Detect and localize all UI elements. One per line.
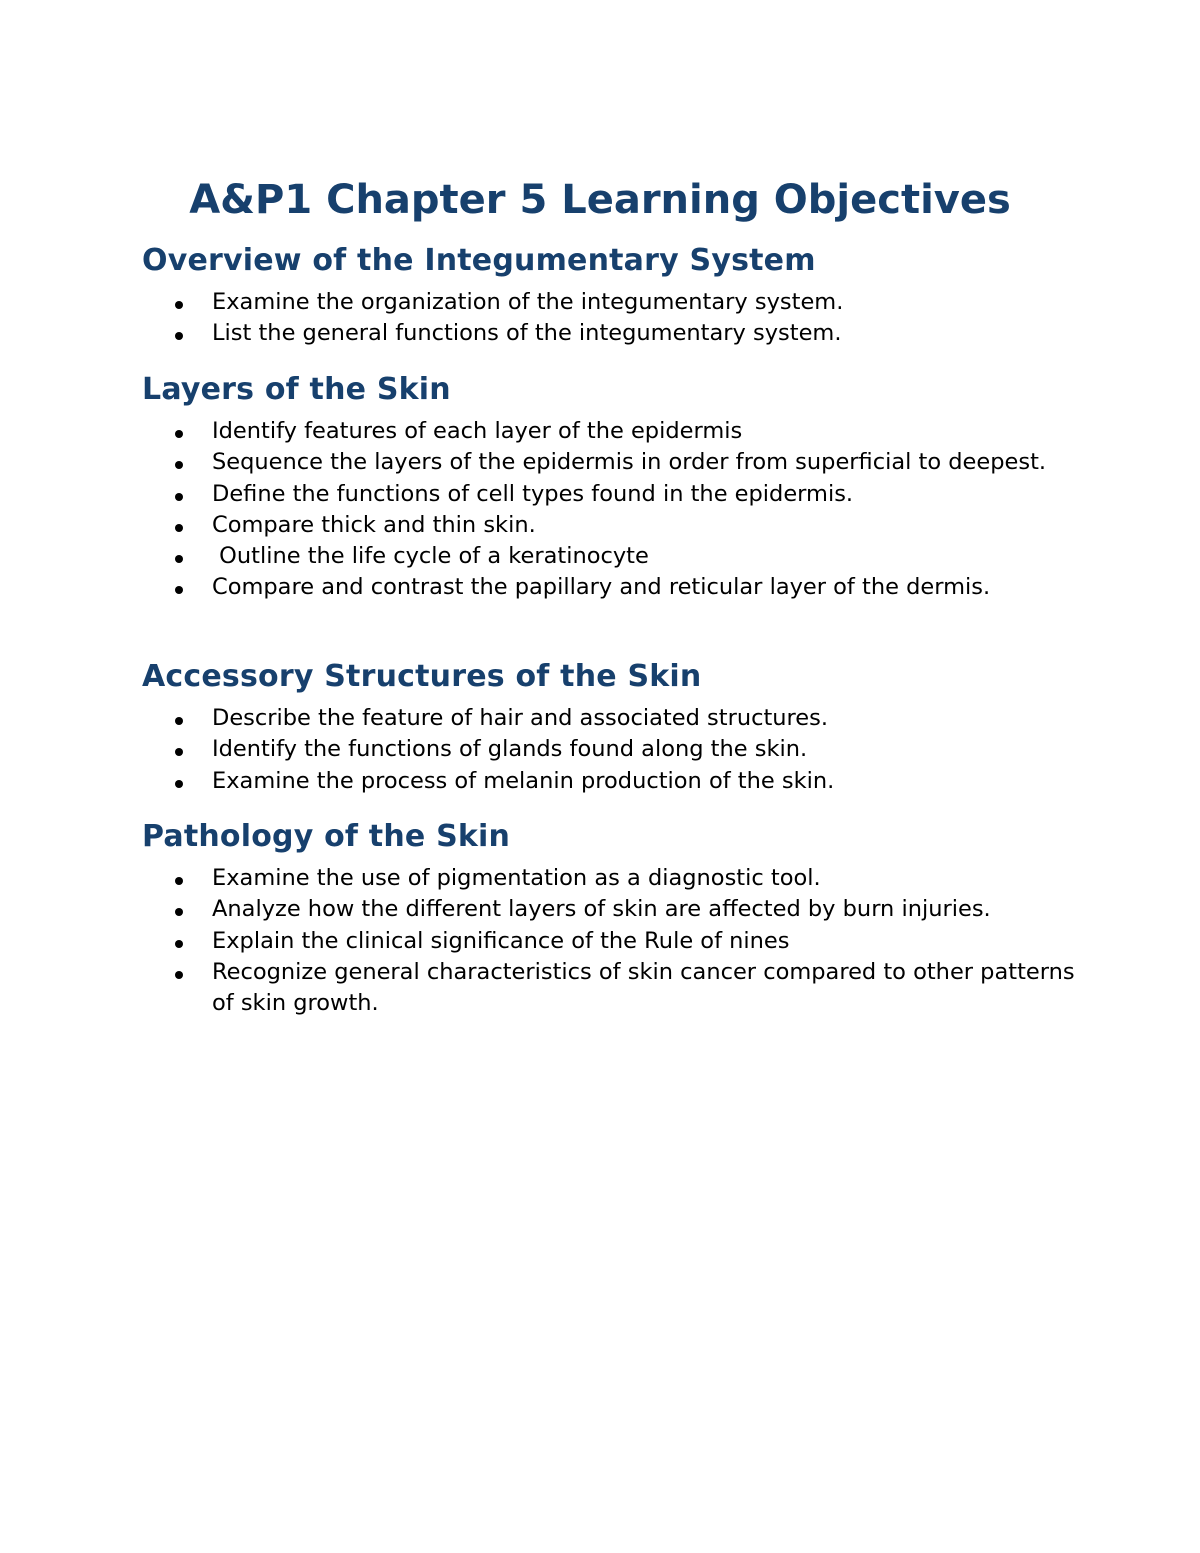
bullet-icon xyxy=(175,555,183,563)
list-item-text: Define the functions of cell types found in the epidermis. xyxy=(212,480,854,507)
objective-list xyxy=(142,416,1082,604)
list-item xyxy=(142,287,1082,318)
list-item xyxy=(142,766,1082,797)
list-item-text: Compare and contrast the papillary and reticular layer of the dermis. xyxy=(212,574,991,601)
bullet-icon xyxy=(175,301,183,309)
bullet-icon xyxy=(175,971,183,979)
section-pathology xyxy=(142,819,1082,1019)
bullet-icon xyxy=(175,586,183,594)
list-item xyxy=(142,318,1082,349)
list-item xyxy=(142,863,1082,894)
list-item-text: List the general functions of the integumentary system. xyxy=(212,320,842,347)
list-item-text: Recognize general characteristics of skin cancer compared to other patterns of skin growth. xyxy=(212,958,1075,1017)
bullet-icon xyxy=(175,493,183,501)
bullet-icon xyxy=(175,908,183,916)
list-item-text: Explain the clinical significance of the Rule of nines xyxy=(212,927,790,954)
bullet-icon xyxy=(175,524,183,532)
section-heading: Layers of the Skin xyxy=(142,372,451,407)
section-layers xyxy=(142,372,1082,604)
bullet-icon xyxy=(175,461,183,469)
bullet-icon xyxy=(175,748,183,756)
section-accessory xyxy=(142,659,1082,797)
list-item xyxy=(142,541,1082,572)
bullet-icon xyxy=(175,430,183,438)
list-item-text: Analyze how the different layers of skin are affected by burn injuries. xyxy=(212,896,991,923)
bullet-icon xyxy=(175,780,183,788)
list-item-text: Examine the process of melanin production of the skin. xyxy=(212,767,835,794)
section-overview xyxy=(142,243,1082,350)
bullet-icon xyxy=(175,940,183,948)
list-item xyxy=(142,894,1082,925)
list-item xyxy=(142,957,1082,1020)
section-heading: Overview of the Integumentary System xyxy=(142,243,816,278)
objective-list xyxy=(142,703,1082,797)
section-heading: Pathology of the Skin xyxy=(142,819,511,854)
objective-list xyxy=(142,863,1082,1019)
list-item xyxy=(142,416,1082,447)
objective-list xyxy=(142,287,1082,350)
list-item xyxy=(142,572,1082,603)
list-item-text: Sequence the layers of the epidermis in order from superficial to deepest. xyxy=(212,449,1047,476)
document-title: A&P1 Chapter 5 Learning Objectives xyxy=(189,177,1011,223)
list-item-text: Identify features of each layer of the epidermis xyxy=(212,418,743,444)
list-item xyxy=(142,479,1082,510)
list-item-text: Compare thick and thin skin. xyxy=(212,511,536,538)
bullet-icon xyxy=(175,877,183,885)
list-item-text: Describe the feature of hair and associated structures. xyxy=(212,705,829,731)
section-heading: Accessory Structures of the Skin xyxy=(142,659,702,694)
list-item-text: Identify the functions of glands found along the skin. xyxy=(212,736,808,763)
list-item-text: Examine the use of pigmentation as a diagnostic tool. xyxy=(212,865,821,891)
list-item-text: Examine the organization of the integumentary system. xyxy=(212,289,844,315)
bullet-icon xyxy=(175,717,183,725)
list-item xyxy=(142,510,1082,541)
list-item xyxy=(142,703,1082,734)
list-item xyxy=(142,926,1082,957)
list-item xyxy=(142,447,1082,478)
list-item-text: Outline the life cycle of a keratinocyte xyxy=(212,543,649,570)
list-item xyxy=(142,734,1082,765)
bullet-icon xyxy=(175,332,183,340)
